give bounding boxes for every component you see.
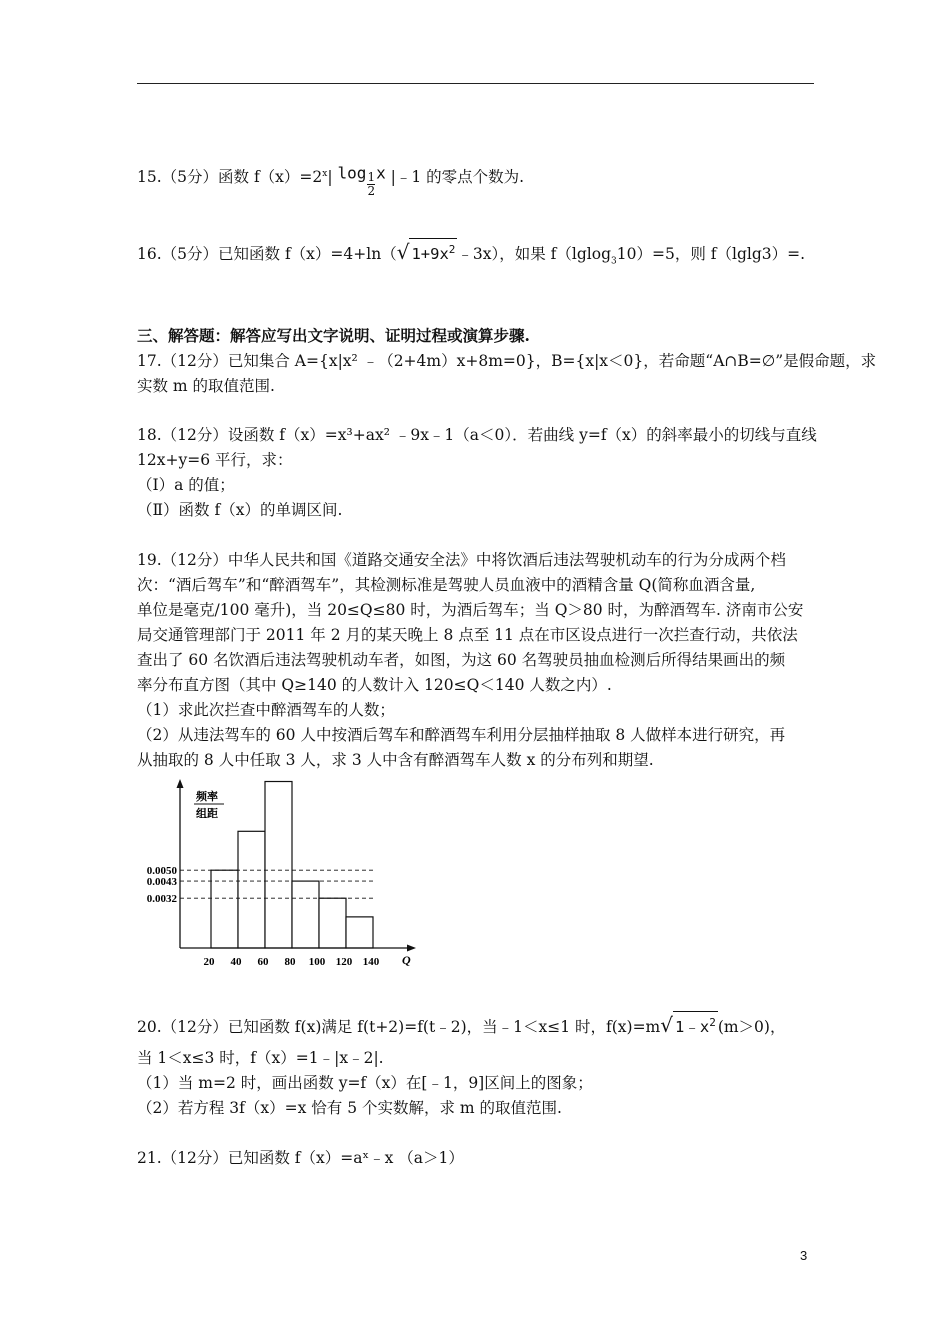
- histogram-bar-120-140: [346, 917, 373, 948]
- q15-log-base: [367, 171, 375, 198]
- sqrt-icon: √: [396, 240, 410, 265]
- q15-tail: |﹣1 的零点个数为.: [390, 168, 525, 187]
- q20-head: 20.（12分）已知函数 f(x)满足 f(t+2)=f(t﹣2)，当﹣1＜x≤1 时，f(x)=m: [137, 1018, 661, 1037]
- x-tick-20: 20: [203, 956, 215, 968]
- question-15: [137, 163, 525, 198]
- q15-log: log: [337, 163, 367, 183]
- x-tick-80: 80: [284, 956, 296, 968]
- q15-bar: |: [327, 168, 333, 187]
- q15-sup: x: [322, 169, 328, 179]
- y-tick-0.0032: 0.0032: [146, 893, 177, 906]
- q19-line-5: 查出了 60 名饮酒后违法驾驶机动车者，如图，为这 60 名驾驶员抽血检测后所得结果画出的频: [137, 651, 786, 669]
- q20-line-2: 当 1＜x≤3 时，f（x）=1﹣|x﹣2|.: [137, 1049, 384, 1067]
- header-rule: [137, 83, 814, 84]
- q15-log-expr: [337, 161, 386, 198]
- q18-line-4: （Ⅱ）函数 f（x）的单调区间.: [137, 501, 343, 519]
- y-tick-0.0050: 0.0050: [146, 865, 177, 878]
- q19-line-2: 次：“酒后驾车”和“醉酒驾车”，其检测标准是驾驶人员血液中的酒精含量 Q(简称血酒含量,: [137, 576, 756, 594]
- page-number: 3: [800, 1248, 808, 1263]
- q19-line-1: 19.（12分）中华人民共和国《道路交通安全法》中将饮酒后违法驾驶机动车的行为分成两个档: [137, 551, 786, 569]
- q19-line-3: 单位是毫克/100 毫升)，当 20≤Q≤80 时，为酒后驾车；当 Q＞80 时，为醉酒驾车. 济南市公安: [137, 601, 804, 619]
- histogram-bar-80-100: [292, 881, 319, 948]
- histogram-bar-60-80: [265, 782, 292, 948]
- histogram-bar-100-120: [319, 898, 346, 948]
- sqrt-icon: √: [660, 1013, 674, 1038]
- q20-line-3: （1）当 m=2 时，画出函数 y=f（x）在[﹣1，9]区间上的图象；: [137, 1074, 593, 1092]
- q16-tail: ﹣3x），如果 f（lglog: [457, 245, 612, 264]
- q18-line-3: （Ⅰ）a 的值；: [137, 476, 235, 494]
- q20-tail: (m＞0)，: [717, 1018, 786, 1037]
- question-20-line-1: [137, 1011, 785, 1038]
- q18-line-2: 12x+y=6 平行，求：: [137, 451, 293, 469]
- q20-radicand-text: 1﹣x: [675, 1018, 710, 1037]
- y-tick-0.0043: 0.0043: [146, 876, 177, 889]
- section-3-heading: 三、解答题：解答应写出文字说明、证明过程或演算步骤.: [137, 326, 530, 345]
- q20-radicand: [673, 1011, 718, 1038]
- y-label-bottom: 组距: [196, 808, 218, 820]
- q20-line-4: （2）若方程 3f（x）=x 恰有 5 个实数解，求 m 的取值范围.: [137, 1099, 562, 1117]
- q17-line-2: 实数 m 的取值范围.: [137, 377, 275, 395]
- x-axis-arrow-icon: [407, 945, 416, 952]
- q15-log-arg: x: [376, 163, 386, 183]
- x-tick-60: 60: [257, 956, 269, 968]
- q19-line-7: （1）求此次拦查中醉酒驾车的人数；: [137, 701, 395, 719]
- q18-line-1: 18.（12分）设函数 f（x）=x³+ax² ﹣9x﹣1（a＜0）．若曲线 y=f（x）的斜率最小的切线与直线: [137, 426, 817, 444]
- q16-head: 16.（5分）已知函数 f（x）=4+ln（: [137, 245, 397, 264]
- q20-exp: 2: [709, 1016, 716, 1029]
- q19-line-8: （2）从违法驾车的 60 人中按酒后驾车和醉酒驾车利用分层抽样抽取 8 人做样本进行研究，再: [137, 726, 786, 744]
- histogram-bar-20-40: [211, 870, 238, 948]
- histogram-chart: [132, 775, 432, 975]
- question-21: 21.（12分）已知函数 f（x）=aˣ﹣x （a＞1）: [137, 1149, 464, 1167]
- question-16: [137, 238, 805, 272]
- q15-frac-num: 1: [367, 169, 376, 184]
- x-axis-label: Q: [402, 953, 411, 967]
- x-tick-40: 40: [230, 956, 242, 968]
- q19-line-9: 从抽取的 8 人中任取 3 人，求 3 人中含有醉酒驾车人数 x 的分布列和期望.: [137, 751, 654, 769]
- q16-radicand-text: 1+9x: [411, 245, 449, 264]
- histogram-bar-40-60: [238, 831, 265, 948]
- x-tick-100: 100: [308, 956, 326, 968]
- y-label-top: 频率: [196, 791, 218, 803]
- q16-sub: 3: [611, 256, 617, 267]
- q19-line-4: 局交通管理部门于 2011 年 2 月的某天晚上 8 点至 11 点在市区设点进行一次拦查行动，共依法: [137, 626, 798, 644]
- y-axis-arrow-icon: [177, 779, 184, 788]
- q15-head: 15.（5分）函数 f（x）=2: [137, 168, 323, 187]
- q19-line-6: 率分布直方图（其中 Q≥140 的人数计入 120≤Q＜140 人数之内）.: [137, 676, 612, 694]
- x-tick-140: 140: [362, 956, 380, 968]
- q17-line-1: 17.（12分）已知集合 A={x|x² ﹣（2+4m）x+8m=0}，B={x|x＜0}，若命题“A∩B=∅”是假命题，求: [137, 352, 877, 370]
- x-tick-120: 120: [335, 956, 353, 968]
- q16-exp: 2: [448, 243, 456, 256]
- q16-tail2: 10）=5，则 f（lglg3）=.: [616, 245, 806, 264]
- q15-frac-den: 2: [367, 183, 376, 198]
- q16-radicand: [409, 238, 457, 265]
